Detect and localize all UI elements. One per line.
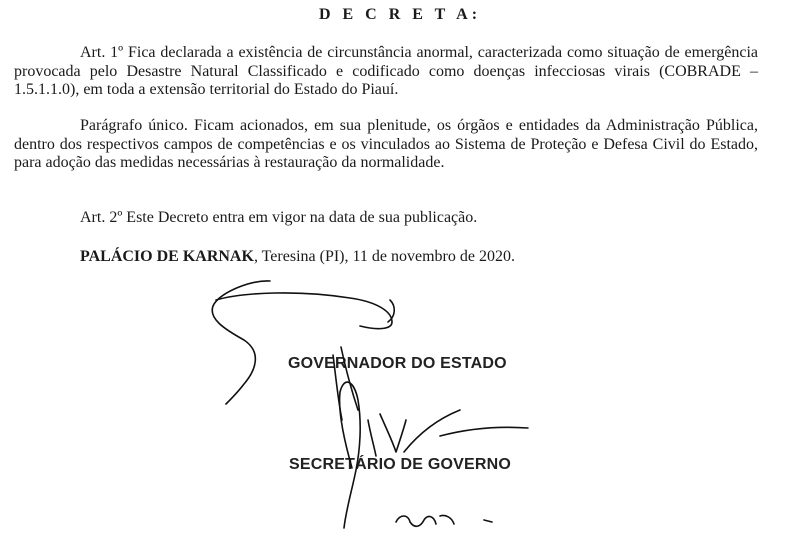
closing-line — [14, 248, 758, 267]
secretary-signature-stroke — [396, 516, 436, 526]
palace-name: PALÁCIO DE KARNAK — [80, 248, 254, 265]
secretary-signature-stroke — [484, 520, 492, 522]
article-1 — [14, 44, 758, 100]
closing-date: , Teresina (PI), 11 de novembro de 2020. — [253, 248, 515, 265]
secretary-title: SECRETÁRIO DE GOVERNO — [289, 456, 512, 473]
article-2-text: Este Decreto entra em vigor na data de sua publicação. — [122, 209, 478, 226]
decree-heading: D E C R E T A: — [318, 6, 482, 23]
governor-signature-stroke — [388, 300, 394, 322]
article-1-text: Fica declarada a existência de circunstância anormal, caracterizada como situação de emergência provocada pelo Desastre Natural Classificado e codificado como doenças infecciosas virais (COBRADE – 1.5.1.1.0), em toda a extensão territorial do Estado do Piauí. — [14, 44, 758, 98]
secretary-signature-stroke — [440, 427, 528, 436]
sole-paragraph: Parágrafo único. Ficam acionados, em sua plenitude, os órgãos e entidades da Administração Pública, dentro dos respectivos campos de competências e os vinculados ao Sistema de Proteção e Defesa Civil do Estado, para adoção das medidas necessárias à restauração da normalidade. — [14, 117, 758, 171]
article-1-label: Art. 1º — [80, 44, 124, 61]
article-2 — [14, 209, 758, 228]
secretary-signature-stroke — [368, 420, 376, 456]
secretary-signature-stroke — [380, 414, 406, 452]
governor-signature-stroke — [216, 293, 392, 329]
article-2-label: Art. 2º — [80, 209, 123, 226]
governor-title: GOVERNADOR DO ESTADO — [288, 355, 507, 372]
secretary-signature-stroke — [404, 410, 460, 452]
secretary-signature-stroke — [440, 515, 454, 524]
governor-signature-stroke — [212, 281, 270, 404]
